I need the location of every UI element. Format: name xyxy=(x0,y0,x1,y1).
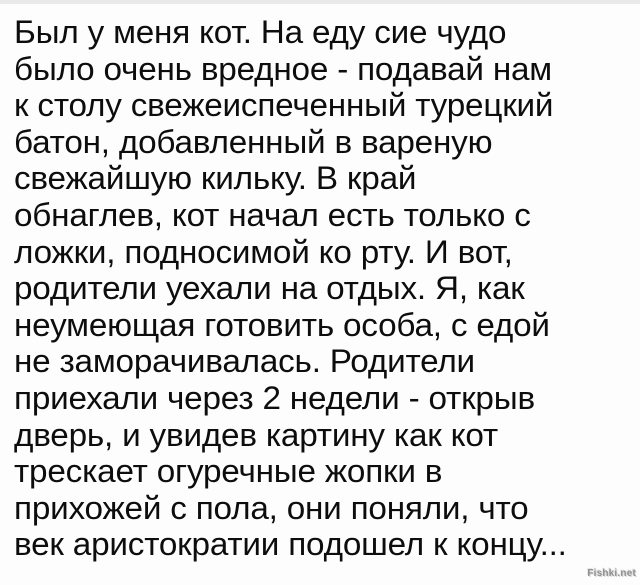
top-edge-strip xyxy=(0,0,640,4)
text-line: неумеющая готовить особа, с едой xyxy=(14,306,550,343)
fishki-watermark: Fishki.net xyxy=(587,568,636,579)
text-line: обнаглев, кот начал есть только с xyxy=(14,196,531,233)
text-line: к столу свежеиспеченный турецкий xyxy=(14,87,554,124)
text-line: дверь, и увидев картину как кот xyxy=(14,416,498,453)
text-line: батон, добавленный в вареную xyxy=(14,123,493,160)
text-line: родители уехали на отдых. Я, как xyxy=(14,270,525,307)
text-line: приехали через 2 недели - открыв xyxy=(14,379,535,416)
text-line: не заморачивалась. Родители xyxy=(14,343,475,380)
text-line: ложки, подносимой ко рту. И вот, xyxy=(14,233,513,270)
text-line: век аристократии подошел к концу... xyxy=(14,526,567,563)
text-line: свежайшую кильку. В край xyxy=(14,160,417,197)
text-line: прихожей с пола, они поняли, что xyxy=(14,489,529,526)
text-line: трескает огуречные жопки в xyxy=(14,453,443,490)
text-line: Был у меня кот. На еду сие чудо xyxy=(14,14,507,50)
story-text xyxy=(14,14,634,563)
text-line: было очень вредное - подавай нам xyxy=(14,50,552,87)
